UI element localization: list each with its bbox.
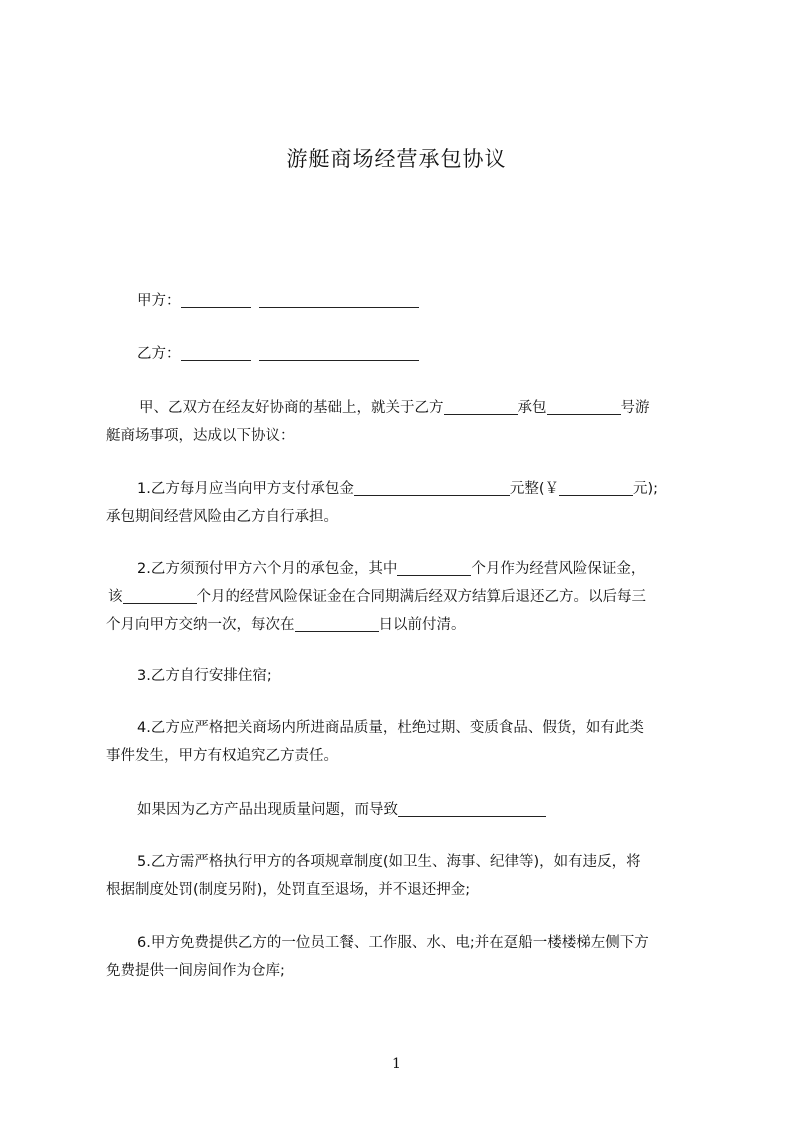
clause-2-line-3 bbox=[106, 610, 706, 640]
clause-2-text-5: 个月向甲方交纳一次，每次在 bbox=[106, 617, 295, 633]
clause-2-text-1: 2.乙方须预付甲方六个月的承包金，其中 bbox=[137, 561, 398, 577]
intro-text-2: 承包 bbox=[517, 400, 547, 416]
clause-6-line-2: 免费提供一间房间作为仓库; bbox=[106, 963, 285, 979]
clause-5-line-2: 根据制度处罚(制度另附)，处罚直至退场，并不退还押金; bbox=[106, 882, 471, 898]
clause-6-line-1: 6.甲方免费提供乙方的一位员工餐、工作服、水、电;并在趸船一楼楼梯左侧下方 bbox=[137, 935, 649, 951]
intro-line-2: 艇商场事项，达成以下协议： bbox=[106, 428, 295, 444]
intro-blank-number[interactable] bbox=[547, 396, 621, 415]
clause-5-line-1: 5.乙方需严格执行甲方的各项规章制度(如卫生、海事、纪律等)，如有违反，将 bbox=[137, 854, 641, 870]
quality-note-blank[interactable] bbox=[398, 798, 546, 817]
party-b-blank-2[interactable] bbox=[259, 342, 419, 361]
clause-1-text-3: 元); bbox=[633, 481, 659, 497]
party-b-line bbox=[137, 339, 737, 369]
clause-2-blank-day[interactable] bbox=[295, 613, 379, 632]
clause-1-text-1: 1.乙方每月应当向甲方支付承包金 bbox=[137, 481, 354, 497]
clause-2-line-1 bbox=[137, 554, 737, 584]
clause-1-line-1 bbox=[137, 474, 737, 504]
intro-line-1 bbox=[139, 393, 739, 423]
party-a-line bbox=[137, 286, 737, 316]
intro-blank-party[interactable] bbox=[444, 396, 518, 415]
clause-1-text-2: 元整(￥ bbox=[509, 481, 560, 497]
party-b-label: 乙方： bbox=[137, 346, 181, 362]
clause-1-blank-amount[interactable] bbox=[354, 477, 510, 496]
party-a-blank-2[interactable] bbox=[259, 289, 419, 308]
clause-4-line-1: 4.乙方应严格把关商场内所进商品质量，杜绝过期、变质食品、假货，如有此类 bbox=[137, 720, 644, 736]
quality-note-text: 如果因为乙方产品出现质量问题，而导致 bbox=[137, 802, 398, 818]
party-b-blank-1[interactable] bbox=[181, 342, 251, 361]
intro-text-1: 甲、乙双方在经友好协商的基础上，就关于乙方 bbox=[139, 400, 444, 416]
party-a-blank-1[interactable] bbox=[181, 289, 251, 308]
quality-note-line bbox=[137, 795, 737, 825]
clause-2-text-3: 该 bbox=[108, 589, 123, 605]
party-a-label: 甲方： bbox=[137, 293, 181, 309]
clause-1-blank-figure[interactable] bbox=[559, 477, 633, 496]
clause-2-blank-deposit-months[interactable] bbox=[123, 585, 197, 604]
clause-3-line: 3.乙方自行安排住宿; bbox=[137, 668, 272, 684]
clause-4-line-2: 事件发生，甲方有权追究乙方责任。 bbox=[106, 748, 338, 764]
intro-text-3: 号游 bbox=[620, 400, 650, 416]
page-number: 1 bbox=[392, 1056, 401, 1072]
clause-1-line-2: 承包期间经营风险由乙方自行承担。 bbox=[106, 509, 338, 525]
clause-2-line-2 bbox=[108, 582, 708, 612]
clause-2-text-6: 日以前付清。 bbox=[378, 617, 466, 633]
document-title: 游艇商场经营承包协议 bbox=[286, 147, 507, 171]
clause-2-text-2: 个月作为经营风险保证金， bbox=[471, 561, 646, 577]
clause-2-text-4: 个月的经营风险保证金在合同期满后经双方结算后退还乙方。以后每三 bbox=[196, 589, 646, 605]
clause-2-blank-months[interactable] bbox=[397, 557, 471, 576]
